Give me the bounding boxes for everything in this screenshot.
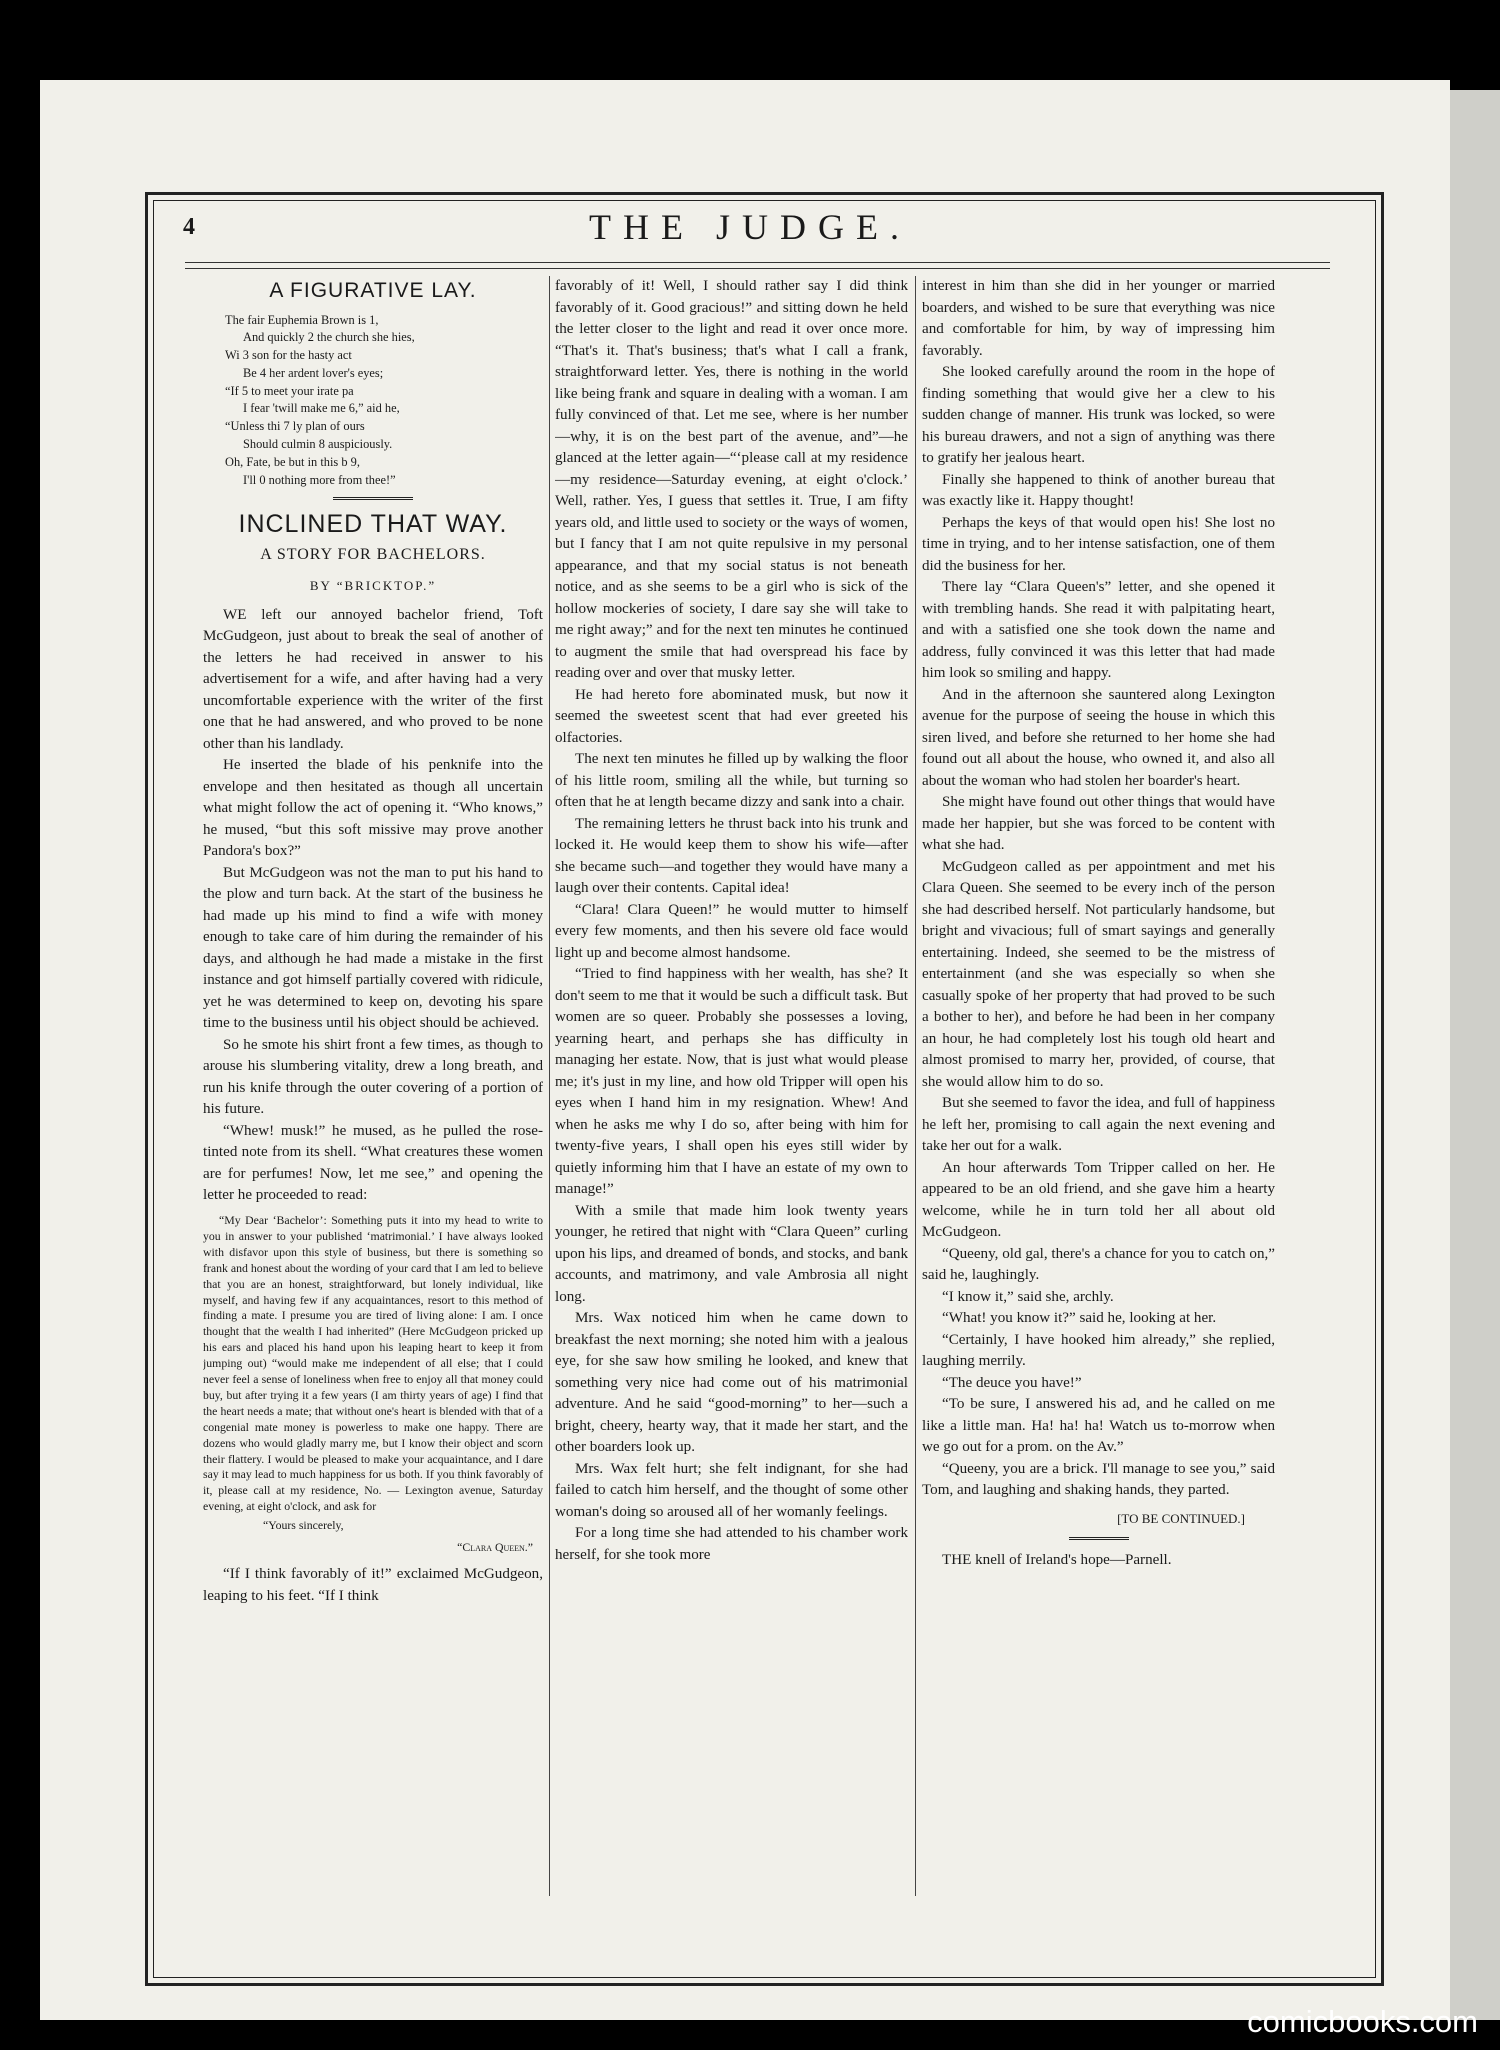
paragraph: favorably of it! Well, I should rather say I did think favorably of it. Good gracious!” and sitting down he held the letter closer to the light and read it over once more. “That's it. That's business; that's what I call a frank, straightforward letter. Yes, there is nothing in the world like being frank and square in dealing with a woman. I am fully convinced of that. Let me see, where is her number—why, it is on the best part of the avenue, and”—he glanced at the letter again—“‘please call at my residence—my residence—Saturday evening, at eight o'clock.’ Well, rather. Yes, I guess that settles it. True, I am fifty years old, and little used to society or the ways of women, but I fancy that I am not quite repulsive in my personal appearance, and that my social status is not beneath notice, and as she seems to be a girl who is sick of the hollow mockeries of society, I dare say she will take to me right away;” and for the next ten minutes he continued to augment the smile that had overspread his face by reading over and over that musky letter. xyxy=(555,278,908,681)
paragraph: Perhaps the keys of that would open his! She lost no time in trying, and to her intense satisfaction, one of them did the business for her. xyxy=(922,514,1275,574)
paragraph: There lay “Clara Queen's” letter, and she opened it with trembling hands. She read it with palpitating heart, and with a satisfied one she took down the name and address, fully convinced it was this letter that had made him look so smiling and happy. xyxy=(922,579,1275,681)
paragraph: She might have found out other things that would have made her happier, but she was forced to be content with what she had. xyxy=(922,794,1275,853)
paragraph: So he smote his shirt front a few times, as though to arouse his slumbering vitality, drew a long breath, and run his knife through the outer covering of a portion of his future. xyxy=(203,1036,543,1118)
column-rule-2 xyxy=(915,276,916,1896)
poem-line: The fair Euphemia Brown is 1, xyxy=(225,312,379,327)
paragraph: “Queeny, old gal, there's a chance for you to catch on,” said he, laughingly. xyxy=(922,1245,1275,1283)
poem-line: I'll 0 nothing more from thee!” xyxy=(243,472,396,487)
poem-line: “If 5 to meet your irate pa xyxy=(225,383,354,398)
paragraph: “Tried to find happiness with her wealth, has she? It don't seem to me that it would be such a difficult task. But women are so queer. Probably she possesses a loving, yearning heart, and perhaps she has difficulty in managing her estate. Now, that is just what would please me; it's just in my line, and how old Tripper will open his eyes when I hand him in my resignation. Whew! And when he asks me why I do so, after being with him for twenty-five years, I shall open his eyes still wider by quietly informing him that I have an estate of my own to manage!” xyxy=(555,966,908,1197)
paragraph: And in the afternoon she sauntered along Lexington avenue for the purpose of seeing the house in which this siren lived, and before she returned to her home she had found out all about the house, who owned it, and also all about the woman who had stolen her boarder's heart. xyxy=(922,686,1275,789)
paragraph: With a smile that made him look twenty years younger, he retired that night with “Clara Queen” curling upon his lips, and dreamed of bonds, and stocks, and bank accounts, and matrimony, and vale Ambrosia all night long. xyxy=(555,1202,908,1305)
section-divider xyxy=(1069,1537,1129,1542)
paragraph: “What! you know it?” said he, looking at her. xyxy=(942,1310,1217,1326)
paragraph: McGudgeon called as per appointment and met his Clara Queen. She seemed to be every inch of the person she had described herself. Not particularly handsome, but bright and vivacious; full of smart sayings and generally entertaining. Indeed, she seemed to be the mistress of entertainment (and she was especially so when she casually spoke of her property that had proved to be such a bother to her), and before he had been in her company an hour, he had completely lost his tough old heart and almost promised to marry her, provided, of course, that she would allow him to do so. xyxy=(922,858,1275,1090)
column-3 xyxy=(922,276,1275,1896)
paragraph: “Queeny, you are a brick. I'll manage to see you,” said Tom, and laughing and shaking hands, they parted. xyxy=(922,1460,1275,1498)
story-title: INCLINED THAT WAY. xyxy=(238,510,508,539)
paragraph: For a long time she had attended to his chamber work herself, for she took more xyxy=(555,1525,908,1563)
paragraph: But McGudgeon was not the man to put his hand to the plow and turn back. At the start of the business he had made up his mind to find a wife with money enough to take care of him during the remainder of his days, and although he had made a mistake in the first instance and got himself partially covered with ridicule, yet he was determined to keep on, devoting his spare time to the business until his object should be achieved. xyxy=(203,864,543,1032)
paragraph: But she seemed to favor the idea, and full of happiness he left her, promising to call again the next evening and take her out for a walk. xyxy=(922,1095,1275,1154)
paragraph: “Clara! Clara Queen!” he would mutter to himself every few moments, and then his severe old face would light up and become almost handsome. xyxy=(555,901,908,961)
paragraph: “Whew! musk!” he mused, as he pulled the rose-tinted note from its shell. “What creatures these women are for perfumes! Now, let me see,” and opening the letter he proceeded to read: xyxy=(203,1122,543,1204)
poem-line: Wi 3 son for the hasty act xyxy=(225,348,352,363)
story-subtitle: A STORY FOR BACHELORS. xyxy=(260,545,486,563)
paragraph: He had hereto fore abominated musk, but now it seemed the sweetest scent that had ever greeted his olfactories. xyxy=(555,686,908,746)
poem-line: Should culmin 8 auspiciously. xyxy=(243,437,393,452)
poem-line: I fear 'twill make me 6,” aid he, xyxy=(243,401,400,416)
paragraph: He inserted the blade of his penknife into the envelope and then hesitated as though all uncertain what might follow the act of opening it. “Who knows,” he mused, “but this soft missive may prove another Pandora's box?” xyxy=(203,757,543,860)
masthead-rule xyxy=(185,262,1330,263)
paragraph: Mrs. Wax felt hurt; she felt indignant, for she had failed to catch him herself, and the thought of some other woman's doing so aroused all of her womanly feelings. xyxy=(555,1460,908,1520)
byline: BY “BRICKTOP.” xyxy=(309,578,437,594)
poem-line: And quickly 2 the church she hies, xyxy=(243,330,415,345)
to-be-continued: [TO BE CONTINUED.] xyxy=(1117,1510,1245,1526)
column-1 xyxy=(203,276,543,1896)
page-number: 4 xyxy=(183,214,195,240)
paragraph: Finally she happened to think of another bureau that was exactly like it. Happy thought! xyxy=(922,471,1275,509)
poem-line: Oh, Fate, be but in this b 9, xyxy=(225,454,360,469)
letter-signature: “Clara Queen.” xyxy=(457,1539,533,1554)
paragraph: The remaining letters he thrust back into his trunk and locked it. He would keep them to show his wife—after she became such—and together they would have many a laugh over their contents. Capital idea! xyxy=(555,815,908,896)
poem-line: Be 4 her ardent lover's eyes; xyxy=(243,365,384,380)
letter-closing: “Yours sincerely, xyxy=(263,1518,344,1533)
paragraph: “Certainly, I have hooked him already,” she replied, laughing merrily. xyxy=(922,1331,1275,1369)
section-divider xyxy=(333,497,413,502)
next-page-edge xyxy=(1450,90,1500,2020)
watermark: comicbooks.com xyxy=(1247,2004,1478,2039)
masthead-rule-2 xyxy=(185,268,1330,269)
paragraph: “If I think favorably of it!” exclaimed McGudgeon, leaping to his feet. “If I think xyxy=(203,1566,543,1604)
paragraph: interest in him than she did in her younger or married boarders, and wished to be sure that everything was nice and comfortable for him, by way of impressing him favorably. xyxy=(922,278,1275,359)
letter-paragraph: “My Dear ‘Bachelor’: Something puts it into my head to write to you in answer to your published ‘matrimonial.’ I have always looked with disfavor upon this style of business, but there is something so frank and honest about the wording of your card that I am led to believe that you are an honest, straightforward, but lonely individual, like myself, and having few if any acquaintances, resort to this method of finding a mate. I presume you are tired of living alone: I am. I once thought that the wealth I had inherited” (Here McGudgeon pricked up his ears and placed his hand upon his leaping heart to keep it from jumping out) “would make me independent of all else; that I could never feel a sense of loneliness when free to enjoy all that money could buy, but after trying it a few years (I am thirty years of age) I find that the heart needs a mate; that without one's heart is blended with that of a congenial mate money is powerless to make one happy. There are dozens who would gladly marry me, but I know their object and scorn their flattery. I would be pleased to make your acquaintance, and I dare say it may lead to much happiness for us both. If you think favorably of it, please call at my residence, No. — Lexington avenue, Saturday evening, at eight o'clock, and ask for xyxy=(203,1212,543,1514)
poem xyxy=(225,312,543,490)
masthead: THE JUDGE. xyxy=(589,207,911,247)
column-rule-1 xyxy=(549,276,550,1896)
column-2 xyxy=(555,276,908,1896)
paragraph: “To be sure, I answered his ad, and he called on me like a little man. Ha! ha! ha! Watch us to-morrow when we go out for a prom. on the Av.” xyxy=(922,1396,1275,1455)
poem-line: “Unless thi 7 ly plan of ours xyxy=(225,419,365,434)
paragraph: Mrs. Wax noticed him when he came down to breakfast the next morning; she noted him with a jealous eye, for she saw how smiling he looked, and knew that something very nice had come out of his matrimonial adventure. And he said “good-morning” to her—such a bright, cheery, hearty way, that it made her start, and the other boarders look up. xyxy=(555,1310,908,1455)
quip: THE knell of Ireland's hope—Parnell. xyxy=(942,1552,1172,1568)
poem-title: A FIGURATIVE LAY. xyxy=(269,279,477,302)
paragraph: An hour afterwards Tom Tripper called on her. He appeared to be an old friend, and she gave him a hearty welcome, while he in turn told her all about old McGudgeon. xyxy=(922,1159,1275,1240)
paragraph: “I know it,” said she, archly. xyxy=(942,1288,1114,1305)
letter-text xyxy=(203,1213,543,1515)
paragraph: She looked carefully around the room in the hope of finding something that would give her a clew to his sudden change of manner. His trunk was locked, so were his bureau drawers, and not a sign of anything was there to gratify her jealous heart. xyxy=(922,364,1275,466)
paragraph: The next ten minutes he filled up by walking the floor of his little room, smiling all the while, but turning so often that he at length became dizzy and sank into a chair. xyxy=(555,751,908,810)
paragraph: “The deuce you have!” xyxy=(942,1374,1082,1391)
paragraph: WE left our annoyed bachelor friend, Toft McGudgeon, just about to break the seal of another of the letters he had received in answer to his advertisement for a wife, and after having had a very uncomfortable experience with the writer of the first one that he had answered, and who proved to be none other than his landlady. xyxy=(203,606,543,752)
